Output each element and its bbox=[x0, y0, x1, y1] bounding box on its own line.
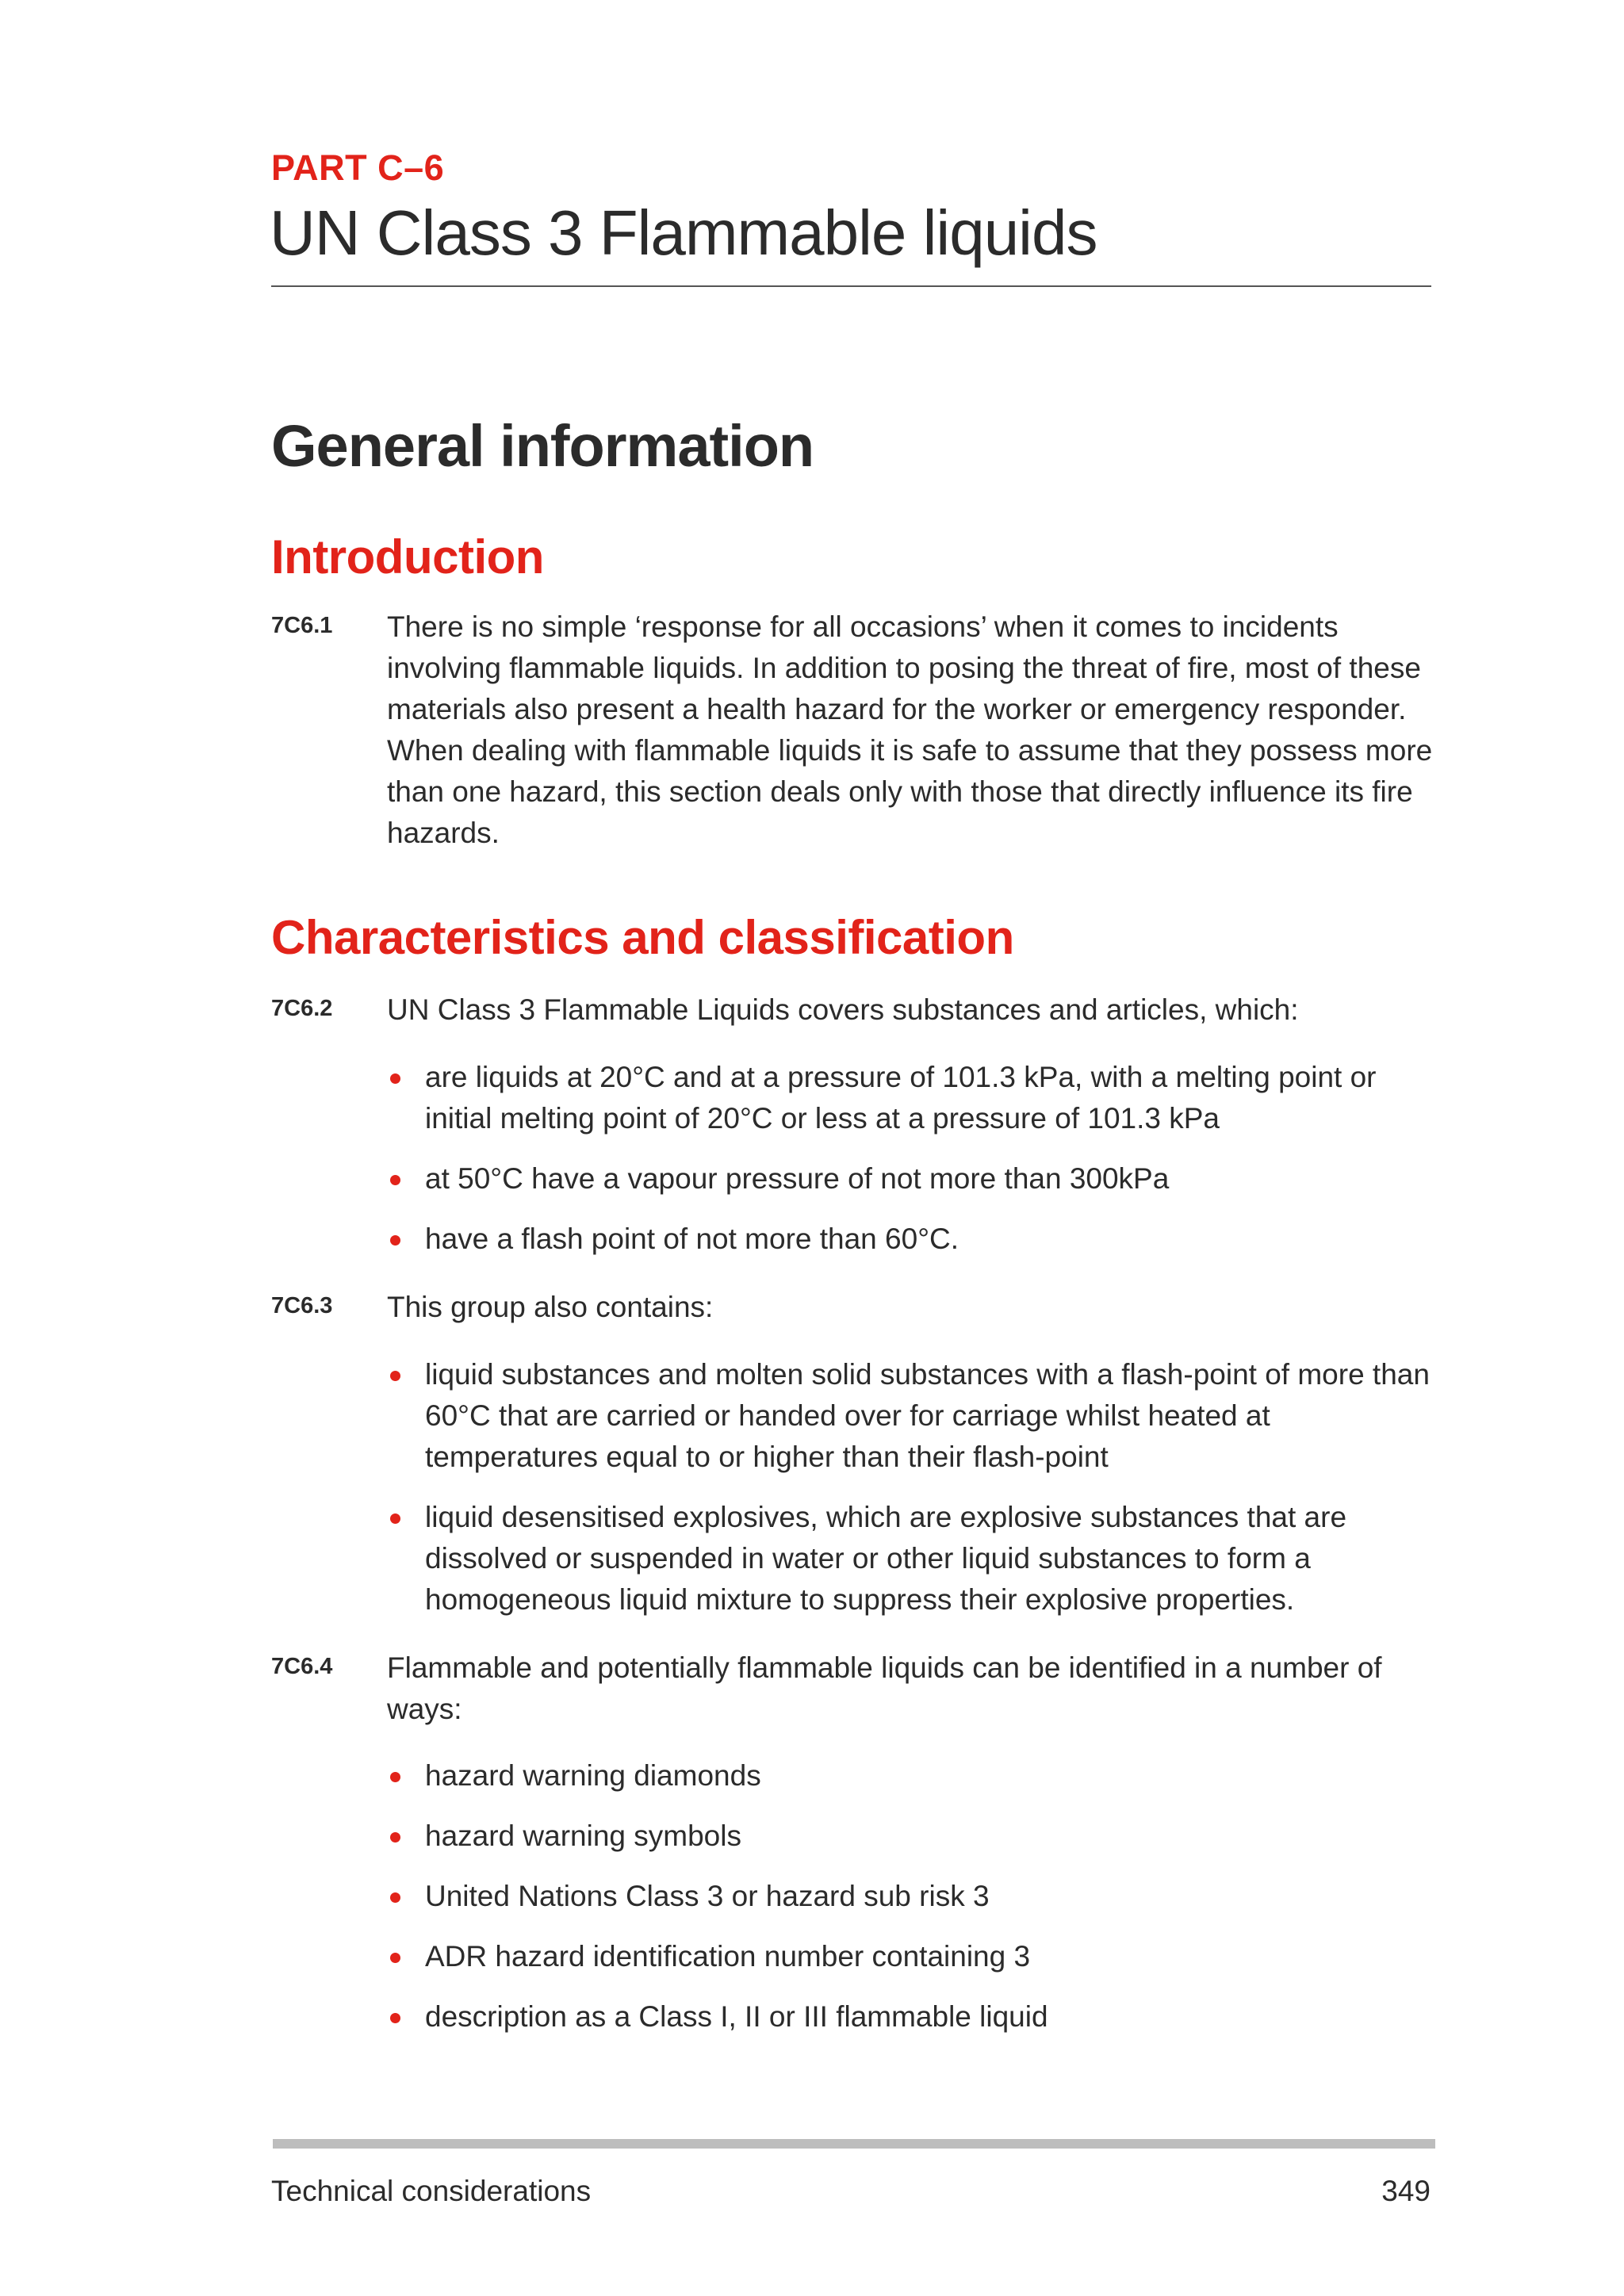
list-item bbox=[387, 1354, 1442, 1478]
list-item-text: have a flash point of not more than 60°C. bbox=[425, 1223, 959, 1255]
bullet-dot-icon bbox=[390, 1175, 400, 1185]
footer-section-name: Technical considerations bbox=[271, 2175, 592, 2207]
paragraph-number: 7C6.2 bbox=[271, 996, 333, 1021]
bullet-dot-icon bbox=[390, 1235, 400, 1246]
list-item bbox=[387, 1996, 1442, 2038]
bullet-dot-icon bbox=[390, 2013, 400, 2023]
list-item-text: liquid substances and molten solid substances with a flash-point of more than 60°C that are carried or handed over for carriage whilst heated at temperatures equal to or higher than their flash-point bbox=[425, 1358, 1430, 1473]
characteristics-heading: Characteristics and classification bbox=[271, 911, 1014, 964]
list-item bbox=[387, 1816, 1442, 1857]
list-item-text: hazard warning diamonds bbox=[425, 1759, 761, 1792]
title-divider bbox=[271, 285, 1431, 287]
list-item-text: description as a Class I, II or III flammable liquid bbox=[425, 2000, 1048, 2033]
bullet-dot-icon bbox=[390, 1892, 400, 1903]
list-item bbox=[387, 1219, 1442, 1260]
list-item-text: hazard warning symbols bbox=[425, 1820, 741, 1852]
list-item bbox=[387, 1755, 1442, 1797]
list-item-text: at 50°C have a vapour pressure of not more than 300kPa bbox=[425, 1162, 1170, 1195]
list-item bbox=[387, 1057, 1442, 1139]
part-label: PART C–6 bbox=[271, 147, 445, 188]
section-heading: General information bbox=[271, 413, 814, 479]
bullet-dot-icon bbox=[390, 1772, 400, 1782]
footer-divider bbox=[273, 2139, 1435, 2149]
paragraph-number: 7C6.4 bbox=[271, 1654, 333, 1679]
list-item-text: ADR hazard identification number containing 3 bbox=[425, 1940, 1031, 1973]
list-item bbox=[387, 1158, 1442, 1200]
paragraph-number: 7C6.1 bbox=[271, 613, 333, 638]
list-item-text: liquid desensitised explosives, which are explosive substances that are dissolved or suspended in water or other liquid substances to form a homogeneous liquid mixture to suppress their explosive properties. bbox=[425, 1501, 1347, 1616]
paragraph-text: There is no simple ‘response for all occasions’ when it comes to incidents involving flammable liquids. In addition to posing the threat of fire, most of these materials also present a health hazard for the worker or emergency responder. When dealing with flammable liquids it is safe to assume that they possess more than one hazard, this section deals only with those that directly influence its fire hazards. bbox=[387, 610, 1433, 849]
part-title: UN Class 3 Flammable liquids bbox=[270, 197, 1097, 268]
list-item bbox=[387, 1876, 1442, 1917]
bullet-dot-icon bbox=[390, 1073, 400, 1084]
introduction-heading: Introduction bbox=[271, 530, 544, 584]
list-item-text: are liquids at 20°C and at a pressure of 101.3 kPa, with a melting point or initial melting point of 20°C or less at a pressure of 101.3 kPa bbox=[425, 1061, 1377, 1135]
list-item-text: United Nations Class 3 or hazard sub risk 3 bbox=[425, 1880, 990, 1912]
paragraph-text: UN Class 3 Flammable Liquids covers substances and articles, which: bbox=[387, 993, 1299, 1026]
bullet-list-7c6-3 bbox=[387, 1354, 1442, 1640]
list-item bbox=[387, 1936, 1442, 1977]
bullet-dot-icon bbox=[390, 1832, 400, 1843]
bullet-list-7c6-4 bbox=[387, 1755, 1442, 2057]
paragraph-7c6-2 bbox=[271, 989, 1437, 1031]
bullet-dot-icon bbox=[390, 1513, 400, 1524]
paragraph-7c6-1 bbox=[271, 607, 1437, 854]
paragraph-7c6-4 bbox=[271, 1647, 1437, 1730]
bullet-dot-icon bbox=[390, 1953, 400, 1963]
paragraph-text: Flammable and potentially flammable liquids can be identified in a number of ways: bbox=[387, 1651, 1382, 1725]
page-number: 349 bbox=[1381, 2175, 1431, 2207]
paragraph-number: 7C6.3 bbox=[271, 1293, 333, 1318]
paragraph-7c6-3 bbox=[271, 1287, 1437, 1328]
list-item bbox=[387, 1497, 1442, 1621]
bullet-dot-icon bbox=[390, 1371, 400, 1381]
bullet-list-7c6-2 bbox=[387, 1057, 1442, 1279]
paragraph-text: This group also contains: bbox=[387, 1291, 714, 1323]
